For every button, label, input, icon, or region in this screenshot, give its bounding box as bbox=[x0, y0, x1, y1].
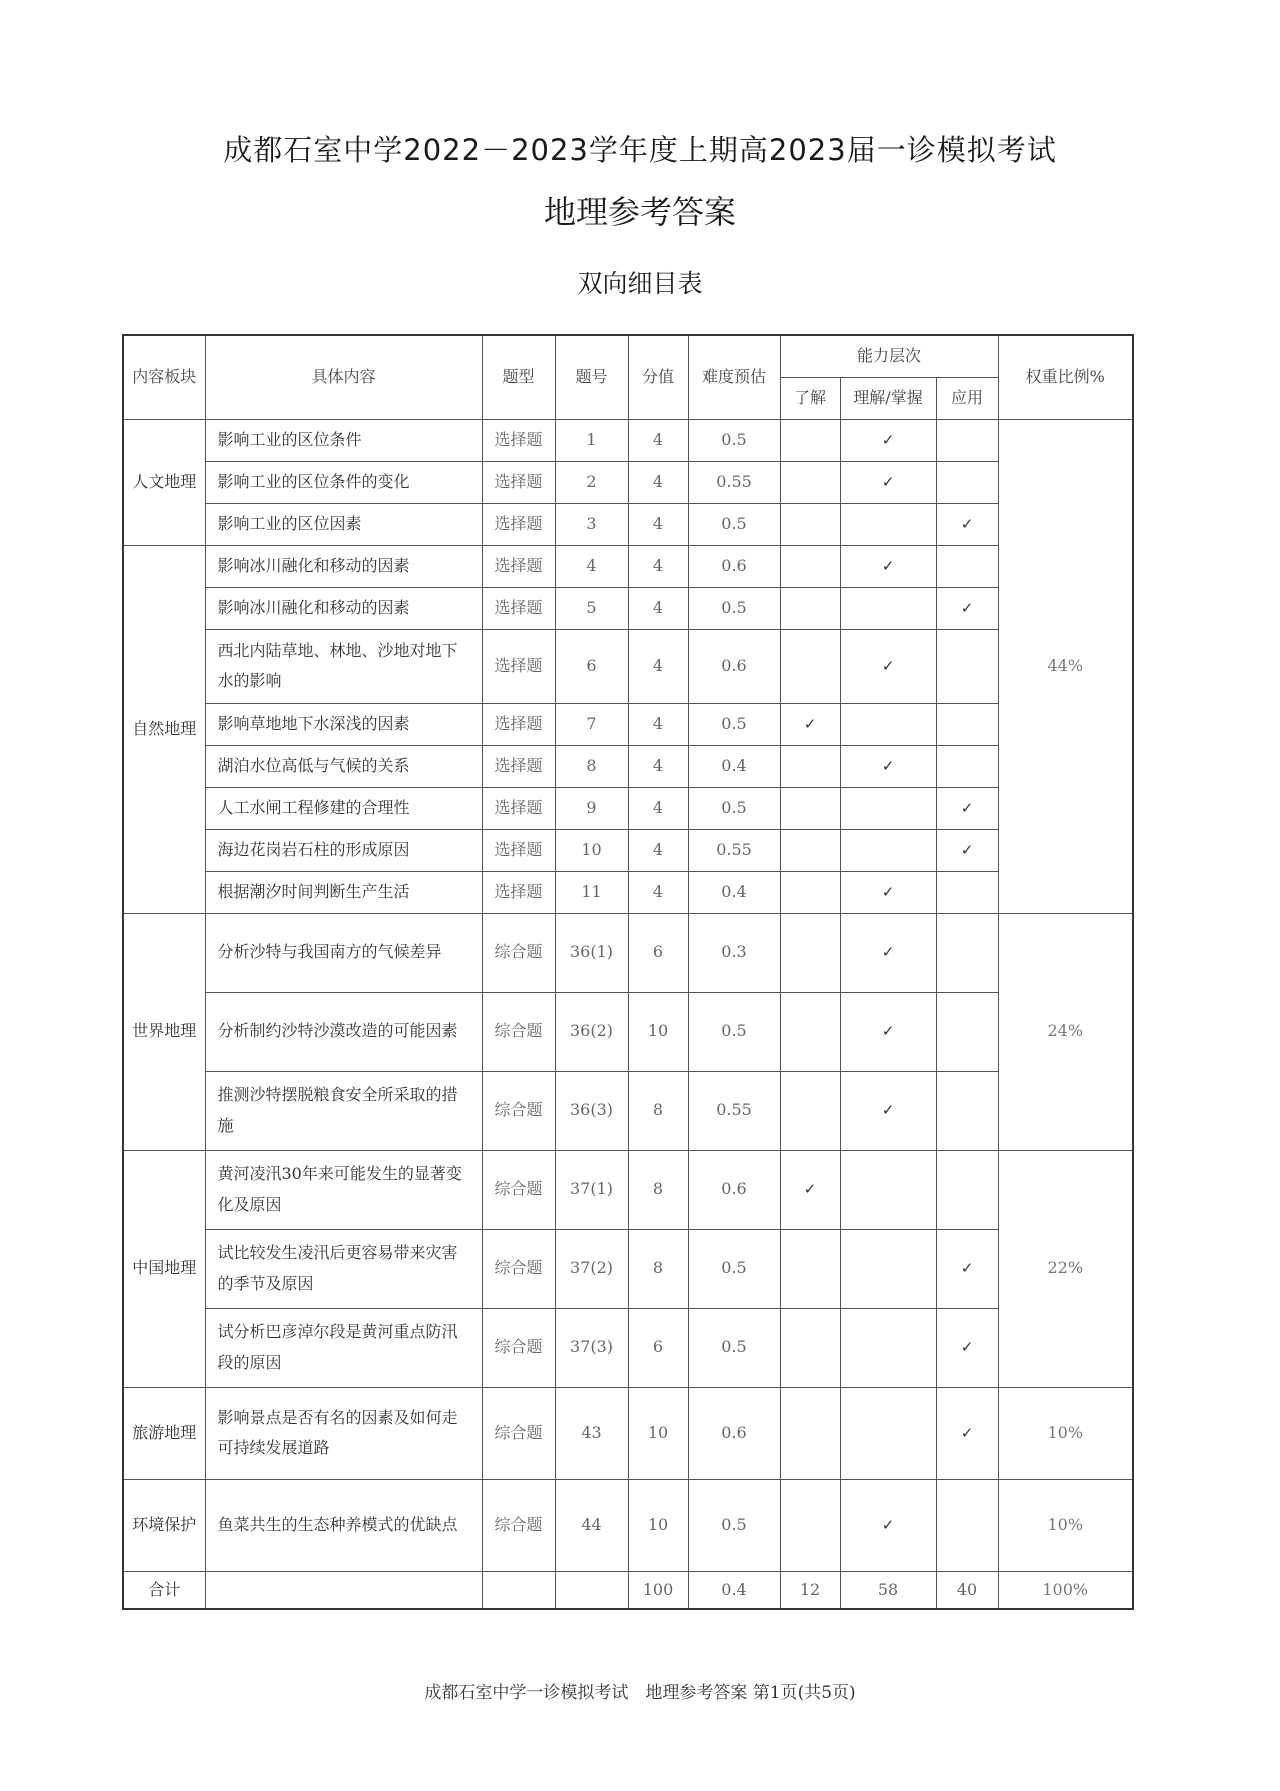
number-cell: 37(3) bbox=[555, 1308, 628, 1387]
category-cell: 世界地理 bbox=[123, 913, 205, 1150]
ability-apply-cell bbox=[936, 745, 998, 787]
type-cell: 选择题 bbox=[482, 587, 555, 629]
number-cell: 3 bbox=[555, 503, 628, 545]
header-number: 题号 bbox=[555, 335, 628, 419]
table-row bbox=[123, 419, 1133, 461]
type-cell: 综合题 bbox=[482, 913, 555, 992]
header-weight: 权重比例% bbox=[998, 335, 1133, 419]
content-cell: 影响工业的区位因素 bbox=[205, 503, 482, 545]
number-cell: 1 bbox=[555, 419, 628, 461]
type-cell: 选择题 bbox=[482, 629, 555, 703]
type-cell: 选择题 bbox=[482, 745, 555, 787]
ability-understand-cell bbox=[840, 1150, 936, 1229]
score-cell: 10 bbox=[628, 1479, 688, 1571]
type-cell: 选择题 bbox=[482, 787, 555, 829]
answer-key-title: 地理参考答案 bbox=[543, 193, 736, 231]
score-cell: 4 bbox=[628, 629, 688, 703]
score-cell: 4 bbox=[628, 419, 688, 461]
ability-know-cell bbox=[780, 1308, 840, 1387]
ability-know-cell bbox=[780, 461, 840, 503]
number-cell: 37(1) bbox=[555, 1150, 628, 1229]
check-mark-icon: ✓ bbox=[881, 556, 895, 575]
check-mark-icon: ✓ bbox=[881, 756, 895, 775]
table-row bbox=[123, 1071, 1133, 1150]
number-cell: 7 bbox=[555, 703, 628, 745]
difficulty-cell: 0.5 bbox=[688, 587, 780, 629]
ability-apply-cell bbox=[936, 829, 998, 871]
ability-understand-cell bbox=[840, 545, 936, 587]
difficulty-cell: 0.5 bbox=[688, 1229, 780, 1308]
weight-cell: 22% bbox=[998, 1150, 1133, 1387]
page-footer: 成都石室中学一诊模拟考试 地理参考答案 第1页(共5页) bbox=[424, 1683, 856, 1703]
total-row bbox=[123, 1571, 1133, 1609]
difficulty-cell: 0.5 bbox=[688, 992, 780, 1071]
total-type-empty bbox=[482, 1571, 555, 1609]
number-cell: 36(3) bbox=[555, 1071, 628, 1150]
table-row bbox=[123, 829, 1133, 871]
ability-apply-cell bbox=[936, 1071, 998, 1150]
difficulty-cell: 0.4 bbox=[688, 745, 780, 787]
ability-know-cell bbox=[780, 1479, 840, 1571]
score-cell: 4 bbox=[628, 503, 688, 545]
difficulty-cell: 0.6 bbox=[688, 629, 780, 703]
ability-apply-cell bbox=[936, 1479, 998, 1571]
ability-apply-cell bbox=[936, 703, 998, 745]
ability-apply-cell bbox=[936, 419, 998, 461]
ability-understand-cell bbox=[840, 1479, 936, 1571]
header-ability: 能力层次 bbox=[780, 335, 998, 377]
ability-apply-cell bbox=[936, 545, 998, 587]
ability-understand-cell bbox=[840, 829, 936, 871]
ability-understand-cell bbox=[840, 871, 936, 913]
weight-cell: 44% bbox=[998, 419, 1133, 913]
content-cell: 海边花岗岩石柱的形成原因 bbox=[205, 829, 482, 871]
ability-understand-cell bbox=[840, 629, 936, 703]
score-cell: 8 bbox=[628, 1150, 688, 1229]
difficulty-cell: 0.55 bbox=[688, 1071, 780, 1150]
content-cell: 人工水闸工程修建的合理性 bbox=[205, 787, 482, 829]
type-cell: 选择题 bbox=[482, 545, 555, 587]
category-cell: 自然地理 bbox=[123, 545, 205, 913]
weight-cell: 24% bbox=[998, 913, 1133, 1150]
total-weight: 100% bbox=[998, 1571, 1133, 1609]
table-row bbox=[123, 1387, 1133, 1479]
difficulty-cell: 0.5 bbox=[688, 503, 780, 545]
table-row bbox=[123, 913, 1133, 992]
check-mark-icon: ✓ bbox=[803, 1180, 817, 1199]
number-cell: 37(2) bbox=[555, 1229, 628, 1308]
ability-understand-cell bbox=[840, 503, 936, 545]
number-cell: 2 bbox=[555, 461, 628, 503]
ability-know-cell bbox=[780, 503, 840, 545]
ability-understand-cell bbox=[840, 1071, 936, 1150]
score-cell: 10 bbox=[628, 992, 688, 1071]
ability-apply-cell bbox=[936, 1229, 998, 1308]
type-cell: 综合题 bbox=[482, 1071, 555, 1150]
score-cell: 4 bbox=[628, 787, 688, 829]
table-row bbox=[123, 703, 1133, 745]
category-cell: 人文地理 bbox=[123, 419, 205, 545]
ability-know-cell bbox=[780, 787, 840, 829]
content-cell: 推测沙特摆脱粮食安全所采取的措施 bbox=[205, 1071, 482, 1150]
ability-apply-cell bbox=[936, 913, 998, 992]
ability-apply-cell bbox=[936, 1387, 998, 1479]
header-difficulty: 难度预估 bbox=[688, 335, 780, 419]
difficulty-cell: 0.5 bbox=[688, 419, 780, 461]
weight-cell: 10% bbox=[998, 1479, 1133, 1571]
table-title: 双向细目表 bbox=[577, 269, 703, 298]
table-row bbox=[123, 871, 1133, 913]
ability-understand-cell bbox=[840, 992, 936, 1071]
content-cell: 黄河凌汛30年来可能发生的显著变化及原因 bbox=[205, 1150, 482, 1229]
score-cell: 6 bbox=[628, 1308, 688, 1387]
score-cell: 4 bbox=[628, 703, 688, 745]
ability-understand-cell bbox=[840, 1308, 936, 1387]
total-score: 100 bbox=[628, 1571, 688, 1609]
content-cell: 湖泊水位高低与气候的关系 bbox=[205, 745, 482, 787]
difficulty-cell: 0.5 bbox=[688, 787, 780, 829]
content-cell: 影响景点是否有名的因素及如何走可持续发展道路 bbox=[205, 1387, 482, 1479]
ability-apply-cell bbox=[936, 1150, 998, 1229]
check-mark-icon: ✓ bbox=[881, 1101, 895, 1120]
type-cell: 选择题 bbox=[482, 503, 555, 545]
total-understand: 58 bbox=[840, 1571, 936, 1609]
table-row bbox=[123, 1229, 1133, 1308]
number-cell: 43 bbox=[555, 1387, 628, 1479]
category-cell: 环境保护 bbox=[123, 1479, 205, 1571]
type-cell: 选择题 bbox=[482, 871, 555, 913]
difficulty-cell: 0.55 bbox=[688, 461, 780, 503]
table-row bbox=[123, 587, 1133, 629]
difficulty-cell: 0.3 bbox=[688, 913, 780, 992]
score-cell: 6 bbox=[628, 913, 688, 992]
ability-understand-cell bbox=[840, 703, 936, 745]
ability-know-cell bbox=[780, 913, 840, 992]
ability-know-cell bbox=[780, 1229, 840, 1308]
content-cell: 西北内陆草地、林地、沙地对地下水的影响 bbox=[205, 629, 482, 703]
content-cell: 影响工业的区位条件的变化 bbox=[205, 461, 482, 503]
header-score: 分值 bbox=[628, 335, 688, 419]
ability-understand-cell bbox=[840, 419, 936, 461]
check-mark-icon: ✓ bbox=[960, 1259, 974, 1278]
score-cell: 8 bbox=[628, 1071, 688, 1150]
type-cell: 综合题 bbox=[482, 1150, 555, 1229]
total-apply: 40 bbox=[936, 1571, 998, 1609]
check-mark-icon: ✓ bbox=[960, 840, 974, 859]
ability-understand-cell bbox=[840, 787, 936, 829]
header-type: 题型 bbox=[482, 335, 555, 419]
total-know: 12 bbox=[780, 1571, 840, 1609]
number-cell: 8 bbox=[555, 745, 628, 787]
number-cell: 6 bbox=[555, 629, 628, 703]
content-cell: 影响工业的区位条件 bbox=[205, 419, 482, 461]
number-cell: 9 bbox=[555, 787, 628, 829]
content-cell: 试比较发生凌汛后更容易带来灾害的季节及原因 bbox=[205, 1229, 482, 1308]
header-ability-understand: 理解/掌握 bbox=[840, 377, 936, 419]
check-mark-icon: ✓ bbox=[881, 430, 895, 449]
ability-understand-cell bbox=[840, 1229, 936, 1308]
check-mark-icon: ✓ bbox=[881, 1515, 895, 1534]
type-cell: 选择题 bbox=[482, 703, 555, 745]
type-cell: 综合题 bbox=[482, 992, 555, 1071]
total-content-empty bbox=[205, 1571, 482, 1609]
difficulty-cell: 0.5 bbox=[688, 1479, 780, 1571]
ability-apply-cell bbox=[936, 587, 998, 629]
difficulty-cell: 0.6 bbox=[688, 1387, 780, 1479]
ability-know-cell bbox=[780, 1150, 840, 1229]
score-cell: 8 bbox=[628, 1229, 688, 1308]
score-cell: 4 bbox=[628, 461, 688, 503]
difficulty-cell: 0.5 bbox=[688, 703, 780, 745]
content-cell: 鱼菜共生的生态种养模式的优缺点 bbox=[205, 1479, 482, 1571]
content-cell: 根据潮汐时间判断生产生活 bbox=[205, 871, 482, 913]
check-mark-icon: ✓ bbox=[881, 656, 895, 675]
ability-understand-cell bbox=[840, 745, 936, 787]
score-cell: 4 bbox=[628, 745, 688, 787]
number-cell: 36(1) bbox=[555, 913, 628, 992]
ability-know-cell bbox=[780, 829, 840, 871]
table-row bbox=[123, 1150, 1133, 1229]
total-label: 合计 bbox=[123, 1571, 205, 1609]
ability-apply-cell bbox=[936, 871, 998, 913]
content-cell: 影响草地地下水深浅的因素 bbox=[205, 703, 482, 745]
weight-cell: 10% bbox=[998, 1387, 1133, 1479]
total-number-empty bbox=[555, 1571, 628, 1609]
specification-table bbox=[122, 334, 1134, 1610]
ability-understand-cell bbox=[840, 461, 936, 503]
ability-understand-cell bbox=[840, 913, 936, 992]
number-cell: 44 bbox=[555, 1479, 628, 1571]
ability-apply-cell bbox=[936, 992, 998, 1071]
score-cell: 4 bbox=[628, 829, 688, 871]
ability-apply-cell bbox=[936, 503, 998, 545]
ability-know-cell bbox=[780, 629, 840, 703]
table-row bbox=[123, 629, 1133, 703]
score-cell: 4 bbox=[628, 545, 688, 587]
ability-know-cell bbox=[780, 587, 840, 629]
difficulty-cell: 0.4 bbox=[688, 871, 780, 913]
number-cell: 4 bbox=[555, 545, 628, 587]
number-cell: 5 bbox=[555, 587, 628, 629]
content-cell: 影响冰川融化和移动的因素 bbox=[205, 587, 482, 629]
table-row bbox=[123, 461, 1133, 503]
ability-apply-cell bbox=[936, 461, 998, 503]
header-ability-know: 了解 bbox=[780, 377, 840, 419]
ability-apply-cell bbox=[936, 629, 998, 703]
type-cell: 综合题 bbox=[482, 1387, 555, 1479]
difficulty-cell: 0.55 bbox=[688, 829, 780, 871]
table-row bbox=[123, 1479, 1133, 1571]
check-mark-icon: ✓ bbox=[881, 1022, 895, 1041]
category-cell: 旅游地理 bbox=[123, 1387, 205, 1479]
exam-title: 成都石室中学2022－2023学年度上期高2023届一诊模拟考试 bbox=[223, 133, 1057, 167]
ability-know-cell bbox=[780, 545, 840, 587]
table-row bbox=[123, 992, 1133, 1071]
ability-apply-cell bbox=[936, 787, 998, 829]
check-mark-icon: ✓ bbox=[881, 882, 895, 901]
table-row bbox=[123, 503, 1133, 545]
check-mark-icon: ✓ bbox=[960, 1338, 974, 1357]
difficulty-cell: 0.6 bbox=[688, 1150, 780, 1229]
table-row bbox=[123, 545, 1133, 587]
check-mark-icon: ✓ bbox=[960, 598, 974, 617]
check-mark-icon: ✓ bbox=[881, 472, 895, 491]
score-cell: 10 bbox=[628, 1387, 688, 1479]
type-cell: 选择题 bbox=[482, 829, 555, 871]
total-difficulty: 0.4 bbox=[688, 1571, 780, 1609]
ability-know-cell bbox=[780, 871, 840, 913]
ability-understand-cell bbox=[840, 1387, 936, 1479]
category-cell: 中国地理 bbox=[123, 1150, 205, 1387]
header-ability-apply: 应用 bbox=[936, 377, 998, 419]
difficulty-cell: 0.5 bbox=[688, 1308, 780, 1387]
content-cell: 试分析巴彦淖尔段是黄河重点防汛段的原因 bbox=[205, 1308, 482, 1387]
number-cell: 36(2) bbox=[555, 992, 628, 1071]
header-category: 内容板块 bbox=[123, 335, 205, 419]
score-cell: 4 bbox=[628, 587, 688, 629]
content-cell: 影响冰川融化和移动的因素 bbox=[205, 545, 482, 587]
type-cell: 选择题 bbox=[482, 461, 555, 503]
content-cell: 分析制约沙特沙漠改造的可能因素 bbox=[205, 992, 482, 1071]
check-mark-icon: ✓ bbox=[960, 798, 974, 817]
difficulty-cell: 0.6 bbox=[688, 545, 780, 587]
content-cell: 分析沙特与我国南方的气候差异 bbox=[205, 913, 482, 992]
type-cell: 选择题 bbox=[482, 419, 555, 461]
number-cell: 10 bbox=[555, 829, 628, 871]
ability-know-cell bbox=[780, 1387, 840, 1479]
ability-know-cell bbox=[780, 703, 840, 745]
score-cell: 4 bbox=[628, 871, 688, 913]
ability-know-cell bbox=[780, 745, 840, 787]
check-mark-icon: ✓ bbox=[803, 714, 817, 733]
number-cell: 11 bbox=[555, 871, 628, 913]
table-row bbox=[123, 787, 1133, 829]
ability-apply-cell bbox=[936, 1308, 998, 1387]
check-mark-icon: ✓ bbox=[960, 1423, 974, 1442]
type-cell: 综合题 bbox=[482, 1479, 555, 1571]
header-content: 具体内容 bbox=[205, 335, 482, 419]
type-cell: 综合题 bbox=[482, 1308, 555, 1387]
type-cell: 综合题 bbox=[482, 1229, 555, 1308]
ability-know-cell bbox=[780, 419, 840, 461]
check-mark-icon: ✓ bbox=[881, 943, 895, 962]
table-row bbox=[123, 1308, 1133, 1387]
ability-understand-cell bbox=[840, 587, 936, 629]
check-mark-icon: ✓ bbox=[960, 514, 974, 533]
table-row bbox=[123, 745, 1133, 787]
ability-know-cell bbox=[780, 1071, 840, 1150]
ability-know-cell bbox=[780, 992, 840, 1071]
